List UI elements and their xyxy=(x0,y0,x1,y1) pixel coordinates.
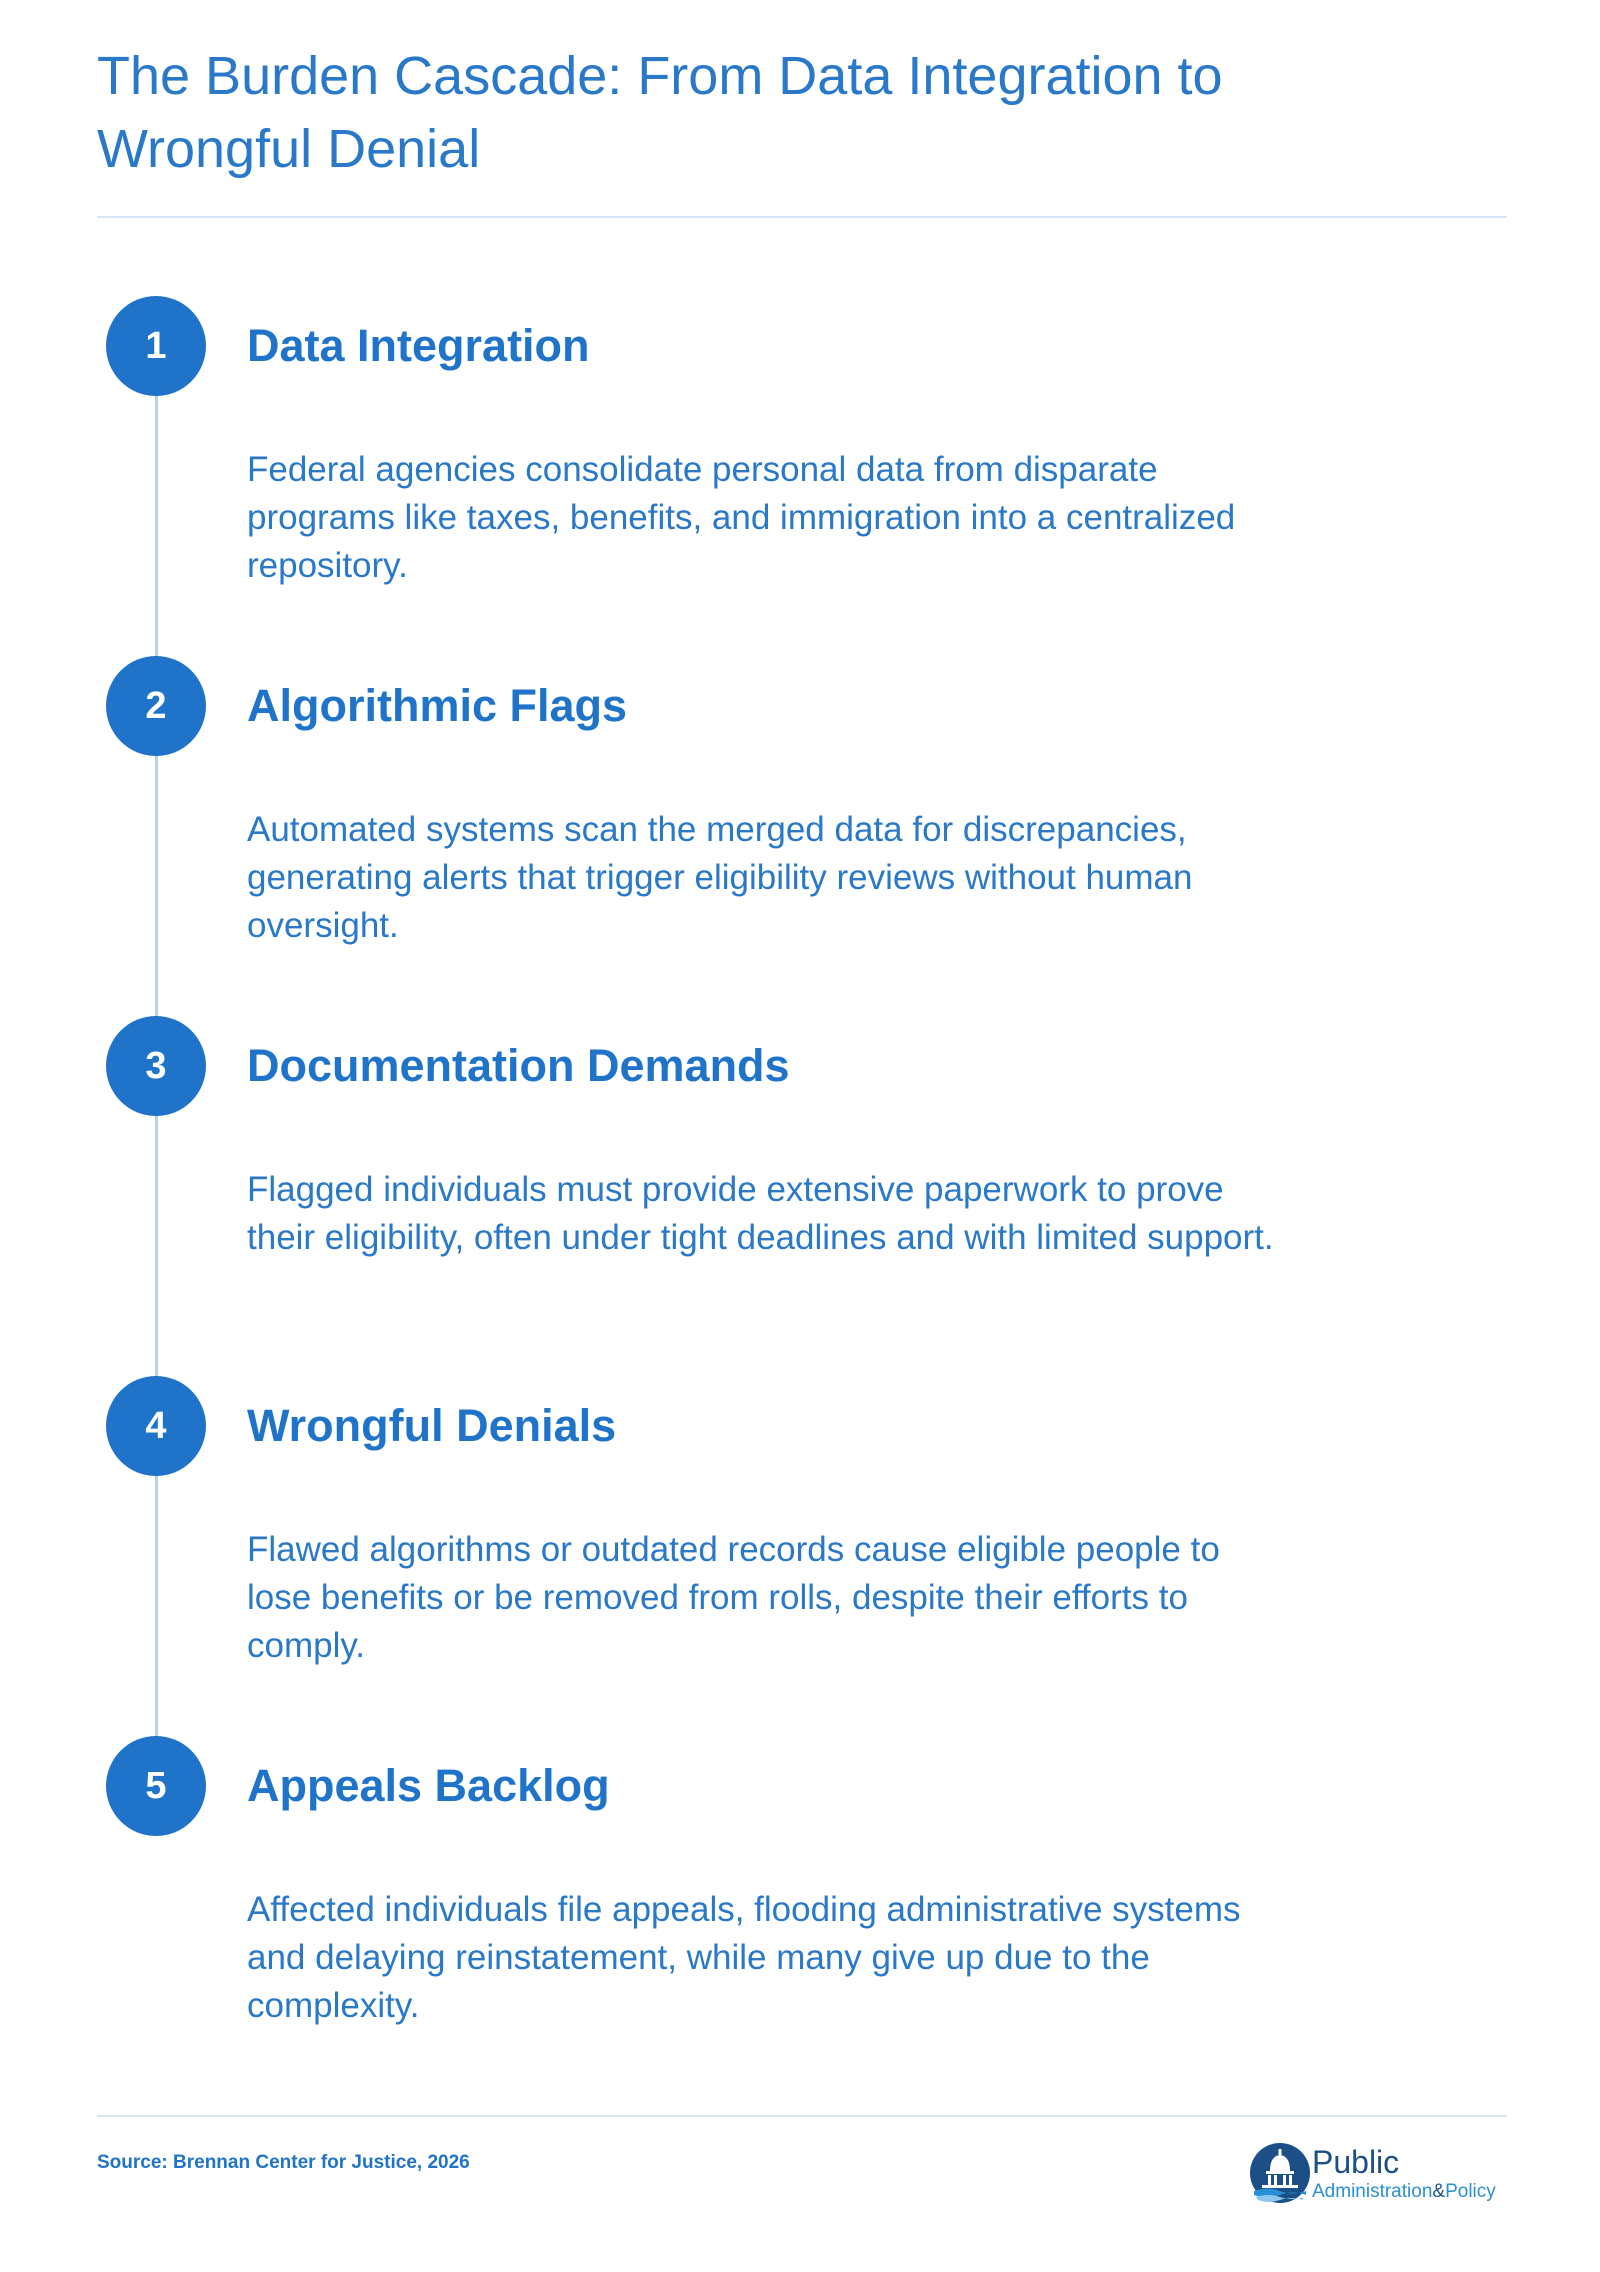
timeline-connector xyxy=(155,751,158,1022)
step-number-badge: 2 xyxy=(106,656,206,756)
timeline-connector xyxy=(155,1471,158,1742)
step-title: Wrongful Denials xyxy=(247,1400,617,1451)
step-title: Appeals Backlog xyxy=(247,1760,610,1811)
logo-wordmark: Public xyxy=(1312,2144,1400,2180)
step-number-badge: 4 xyxy=(106,1376,206,1476)
step-description: Federal agencies consolidate personal data from disparate programs like taxes, benefits, and immigration into a centralized repository. xyxy=(247,450,1236,585)
step-description: Flawed algorithms or outdated records cause eligible people to lose benefits or be removed from rolls, despite their efforts to comply. xyxy=(247,1530,1220,1665)
step-title: Documentation Demands xyxy=(247,1040,790,1091)
timeline-connector xyxy=(155,1111,158,1382)
step-title: Algorithmic Flags xyxy=(247,680,628,731)
logo-subtitle xyxy=(1312,2181,1496,2203)
step-title: Data Integration xyxy=(247,320,590,371)
step-number-badge: 3 xyxy=(106,1016,206,1116)
timeline-connector xyxy=(155,391,158,662)
source-citation: Source: Brennan Center for Justice, 2026 xyxy=(97,2152,470,2173)
step-description: Flagged individuals must provide extensive paperwork to prove their eligibility, often under tight deadlines and with limited support. xyxy=(247,1170,1274,1257)
logo-subtitle-policy: Policy xyxy=(1445,2181,1496,2202)
step-number-badge: 1 xyxy=(106,296,206,396)
step-description: Affected individuals file appeals, flooding administrative systems and delaying reinstatement, while many give up due to the complexity. xyxy=(247,1890,1241,2025)
page-title: The Burden Cascade: From Data Integration to Wrongful Denial xyxy=(97,46,1223,179)
logo-subtitle-ampersand: & xyxy=(1432,2181,1446,2202)
step-description: Automated systems scan the merged data for discrepancies, generating alerts that trigger eligibility reviews without human oversight. xyxy=(247,810,1193,945)
publisher-logo xyxy=(1248,2141,1508,2211)
logo-subtitle-administration: Administration xyxy=(1312,2181,1433,2202)
step-number-badge: 5 xyxy=(106,1736,206,1836)
footer-divider xyxy=(97,2115,1507,2117)
capitol-dome-icon xyxy=(1248,2141,1312,2205)
